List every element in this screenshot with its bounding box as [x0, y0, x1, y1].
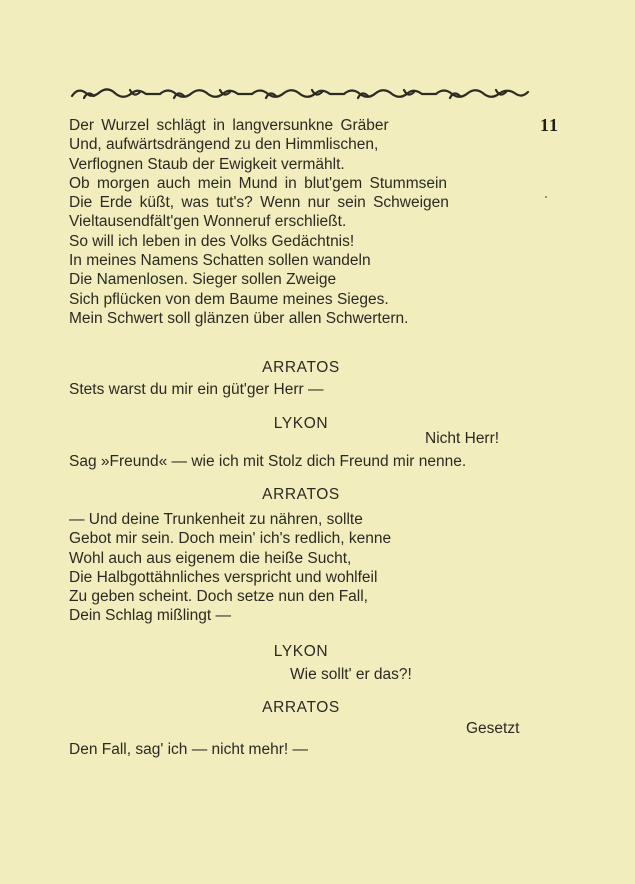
- dialogue-line: Gesetzt: [466, 720, 520, 737]
- verse-line: Dein Schlag mißlingt —: [69, 607, 231, 625]
- verse-line: Die Erde küßt, was tut's? Wenn nur sein Schweigen: [69, 194, 449, 212]
- verse-line: Mein Schwert soll glänzen über allen Schwertern.: [69, 309, 409, 327]
- verse-stanza-1: [69, 116, 449, 328]
- verse-line: So will ich leben in des Volks Gedächtnis!: [69, 232, 355, 250]
- verse-line: Die Namenlosen. Sieger sollen Zweige: [69, 271, 337, 289]
- verse-line: Die Halbgottähnliches verspricht und wohlfeil: [69, 568, 378, 586]
- verse-line: Zu geben scheint. Doch setze nun den Fall,: [69, 588, 368, 606]
- paper-speck: [545, 196, 547, 198]
- verse-line: Gebot mir sein. Doch mein' ich's redlich, kenne: [69, 530, 392, 548]
- speaker-lykon: LYKON: [273, 415, 329, 432]
- verse-line: Sich pflücken von dem Baume meines Sieges.: [69, 290, 389, 308]
- dialogue-line: Sag »Freund« — wie ich mit Stolz dich Freund mir nenne.: [69, 453, 467, 470]
- page-number: 11: [540, 115, 560, 135]
- verse-line: Vieltausendfält'gen Wonneruf erschließt.: [69, 213, 347, 231]
- dialogue-line: Nicht Herr!: [425, 430, 500, 447]
- verse-line: Der Wurzel schlägt in langversunkne Gräber: [69, 117, 389, 134]
- verse-line: Verflognen Staub der Ewigkeit vermählt.: [69, 155, 345, 173]
- verse-line: In meines Namens Schatten sollen wandeln: [69, 252, 371, 270]
- dialogue-line: Den Fall, sag' ich — nicht mehr! —: [69, 741, 308, 758]
- verse-line: Wohl auch aus eigenem die heiße Sucht,: [69, 549, 352, 567]
- verse-line: Und, aufwärtsdrängend zu den Himmlischen,: [69, 136, 379, 154]
- speaker-arratos: ARRATOS: [262, 359, 340, 376]
- dialogue-line: Wie sollt' er das?!: [290, 666, 412, 683]
- verse-line: — Und deine Trunkenheit zu nähren, sollte: [69, 511, 363, 528]
- dialogue-line: Stets warst du mir ein güt'ger Herr —: [69, 381, 324, 398]
- speaker-lykon: LYKON: [273, 643, 329, 660]
- verse-stanza-2: [69, 510, 391, 626]
- scroll-vine-ornament-icon: [70, 84, 530, 104]
- speaker-arratos: ARRATOS: [262, 486, 340, 503]
- verse-line: Ob morgen auch mein Mund in blut'gem Stummsein: [69, 174, 448, 192]
- speaker-arratos: ARRATOS: [262, 699, 340, 716]
